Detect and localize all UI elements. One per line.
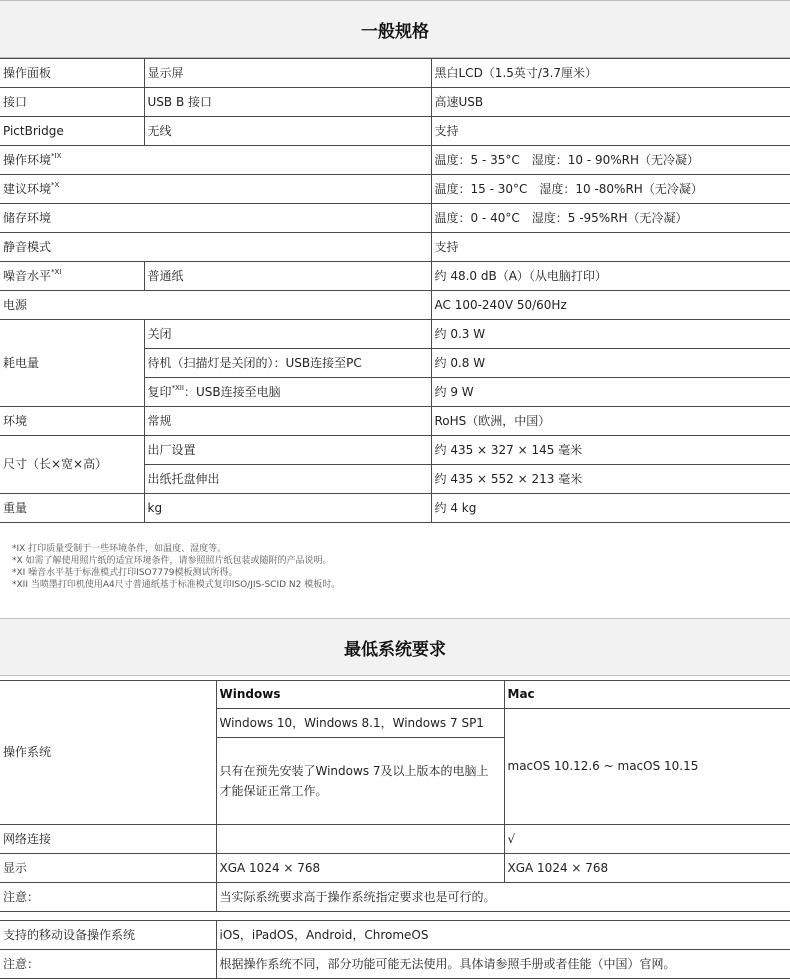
table-row <box>0 921 790 950</box>
row-value: 约 435 × 552 × 213 毫米 <box>431 465 790 494</box>
table-row <box>0 494 790 523</box>
label-text: 操作环境 <box>3 152 52 167</box>
footnote: *X 如需了解使用照片纸的适宜环境条件，请参照照片纸包装或随附的产品说明。 <box>12 556 332 566</box>
row-label: 电源 <box>0 291 431 320</box>
table-row <box>0 291 790 320</box>
row-label <box>0 262 144 291</box>
row-label: 环境 <box>0 407 144 436</box>
sub-text: 复印 <box>147 384 172 399</box>
table-row <box>0 681 790 709</box>
row-label: 支持的移动设备操作系统 <box>0 921 216 950</box>
row-value: 高速USB <box>431 88 790 117</box>
sub-text: ：USB连接至电脑 <box>183 384 281 399</box>
row-value: 约 435 × 327 × 145 毫米 <box>431 436 790 465</box>
row-sub: 常规 <box>144 407 431 436</box>
table-row <box>0 320 790 349</box>
row-label: 操作面板 <box>0 59 144 88</box>
footnote-ref: *XI <box>51 267 62 276</box>
footnotes <box>0 523 790 618</box>
mac-versions: macOS 10.12.6 ~ macOS 10.15 <box>504 709 790 825</box>
row-label: 静音模式 <box>0 233 431 262</box>
windows-versions: Windows 10，Windows 8.1，Windows 7 SP1 <box>216 709 504 738</box>
row-label: 注意： <box>0 950 216 979</box>
table-row <box>0 950 790 979</box>
row-value: XGA 1024 × 768 <box>216 854 504 883</box>
row-value: 约 48.0 dB（A）（从电脑打印） <box>431 262 790 291</box>
footnote-ref: *XII <box>171 383 184 392</box>
row-value: 根据操作系统不同，部分功能可能无法使用。具体请参照手册或者佳能（中国）官网。 <box>216 950 790 979</box>
row-value: 支持 <box>431 117 790 146</box>
table-row <box>0 233 790 262</box>
label-text: 噪音水平 <box>3 268 52 283</box>
row-sub: USB B 接口 <box>144 88 431 117</box>
requirements-table <box>0 680 790 912</box>
row-sub: 出纸托盘伸出 <box>144 465 431 494</box>
row-value: 约 0.3 W <box>431 320 790 349</box>
mac-header: Mac <box>504 681 790 709</box>
table-row <box>0 146 790 175</box>
row-value: 约 9 W <box>431 378 790 407</box>
footnote: *XI 噪音水平基于标准模式打印ISO7779模板测试所得。 <box>12 568 238 578</box>
mobile-os-table <box>0 920 790 979</box>
row-value: RoHS（欧洲，中国） <box>431 407 790 436</box>
row-value: 温度：15 - 30°C 湿度：10 -80%RH（无冷凝） <box>431 175 790 204</box>
row-value: 支持 <box>431 233 790 262</box>
row-label: 接口 <box>0 88 144 117</box>
row-sub: kg <box>144 494 431 523</box>
row-sub <box>144 378 431 407</box>
row-label: 显示 <box>0 854 216 883</box>
row-label: 尺寸（长×宽×高） <box>0 436 144 494</box>
windows-note: 只有在预先安装了Windows 7及以上版本的电脑上才能保证正常工作。 <box>216 738 504 825</box>
row-value: AC 100-240V 50/60Hz <box>431 291 790 320</box>
table-row <box>0 59 790 88</box>
row-value: 温度：0 - 40°C 湿度：5 -95%RH（无冷凝） <box>431 204 790 233</box>
row-sub: 待机（扫描灯是关闭的）：USB连接至PC <box>144 349 431 378</box>
table-row <box>0 175 790 204</box>
row-value: 黑白LCD（1.5英寸/3.7厘米） <box>431 59 790 88</box>
row-value: XGA 1024 × 768 <box>504 854 790 883</box>
table-row <box>0 204 790 233</box>
row-value: iOS，iPadOS，Android，ChromeOS <box>216 921 790 950</box>
row-label: 储存环境 <box>0 204 431 233</box>
row-sub: 出厂设置 <box>144 436 431 465</box>
row-value: 当实际系统要求高于操作系统指定要求也是可行的。 <box>216 883 790 912</box>
row-sub: 关闭 <box>144 320 431 349</box>
requirements-title: 最低系统要求 <box>0 618 790 676</box>
row-sub: 普通纸 <box>144 262 431 291</box>
row-sub: 无线 <box>144 117 431 146</box>
row-value: 温度：5 - 35°C 湿度：10 - 90%RH（无冷凝） <box>431 146 790 175</box>
row-label: PictBridge <box>0 117 144 146</box>
general-specs-table <box>0 58 790 523</box>
row-label: 注意： <box>0 883 216 912</box>
table-row <box>0 88 790 117</box>
footnote: *XII 当喷墨打印机使用A4尺寸普通纸基于标准模式复印ISO/JIS-SCID N2 模板时。 <box>12 580 341 590</box>
row-label: 操作系统 <box>0 681 216 825</box>
row-sub: 显示屏 <box>144 59 431 88</box>
table-row <box>0 825 790 854</box>
row-value: 约 0.8 W <box>431 349 790 378</box>
table-row <box>0 436 790 465</box>
table-row <box>0 262 790 291</box>
row-value: 约 4 kg <box>431 494 790 523</box>
row-label: 耗电量 <box>0 320 144 407</box>
footnote-ref: *X <box>51 180 60 189</box>
windows-header: Windows <box>216 681 504 709</box>
row-label <box>0 146 431 175</box>
row-value <box>216 825 504 854</box>
table-row <box>0 117 790 146</box>
table-row <box>0 883 790 912</box>
general-specs-title: 一般规格 <box>0 0 790 58</box>
label-text: 建议环境 <box>3 181 52 196</box>
row-label: 重量 <box>0 494 144 523</box>
row-label: 网络连接 <box>0 825 216 854</box>
table-row <box>0 407 790 436</box>
row-label <box>0 175 431 204</box>
footnote: *IX 打印质量受制于一些环境条件，如温度、湿度等。 <box>12 544 227 554</box>
footnote-ref: *IX <box>51 151 62 160</box>
row-value: √ <box>504 825 790 854</box>
table-row <box>0 854 790 883</box>
